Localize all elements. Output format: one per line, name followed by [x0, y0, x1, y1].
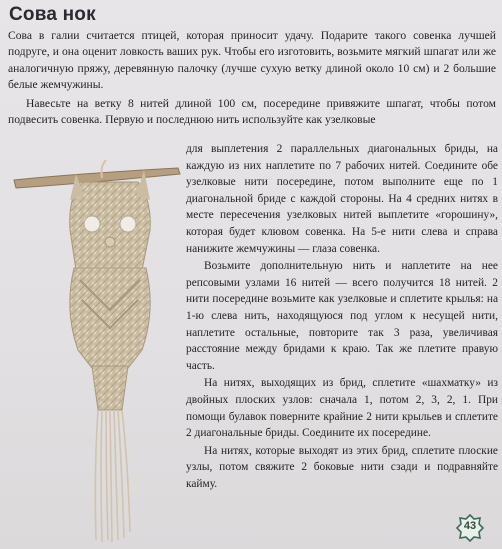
instructions-text — [186, 141, 498, 492]
instructions-paragraph-4: На нитях, которые выходят из этих брид, сплетите плоские узлы, потом свяжите 2 боковые нити сзади и подравняйте кайму. — [186, 444, 498, 490]
intro-text — [8, 28, 496, 128]
intro-paragraph-2: Навесьте на ветку 8 нитей длиной 100 см, посередине привяжите шпагат, чтобы потом подвесить совенка. Первую и последнюю нить используйте как узелковые — [8, 96, 496, 127]
instructions-paragraph-1: для выплетения 2 параллельных диагональных бриды, на каждую из них наплетите по 7 рабочих нитей. Соедините обе узелковые нити посередине, потом выполните еще по 1 диагональной бриде с каждой стороны. На 4 средних нитях в месте пересечения узелковых нитей выплетите «горошину», которая будет клювом совенка. На 5-е нити слева и справа нанижите жемчужины — глаза совенка. — [186, 143, 498, 255]
fringe-threads — [95, 410, 130, 542]
macrame-owl-photo — [10, 160, 182, 544]
owl-eye-right-pearl — [120, 216, 136, 232]
intro-paragraph-1: Сова в галии считается птицей, которая приносит удачу. Подарите такого совенка лучшей подруге, и она оценит ловкость ваших рук. Чтобы его изготовить, возьмите мягкий шпагат или же аналогичную пряжу, деревянную палочку (лучше сухую ветку длиной около 10 см) и 2 большие белые жемчужины. — [8, 29, 496, 92]
instructions-paragraph-3: На нитях, выходящих из брид, сплетите «шахматку» из двойных плоских узлов: сначала 1, потом 2, 3, 2, 1. При помощи булавок поверните крайние 2 нити крыльев и сплетите 2 диагональные бриды. Соедините их посередине. — [186, 377, 498, 440]
owl-beak — [105, 237, 115, 247]
page-number: 43 — [463, 520, 477, 532]
instructions-paragraph-2: Возьмите дополнительную нить и наплетите на нее репсовыми узлами 16 нитей — всего получится 18 нитей. 2 нити посередине возьмите как узелковые и сплетите крылья: на 1-ю слева нить, находящуюся под углом к несущей нити, наплетите остальные, повторите так 3 раза, увеличивая расстояние между бридами к краю. Так же плетите правую часть. — [186, 260, 498, 372]
page-title: Сова нок — [9, 4, 96, 25]
owl-eye-left-pearl — [84, 216, 100, 232]
owl-tail-braid — [92, 366, 128, 410]
